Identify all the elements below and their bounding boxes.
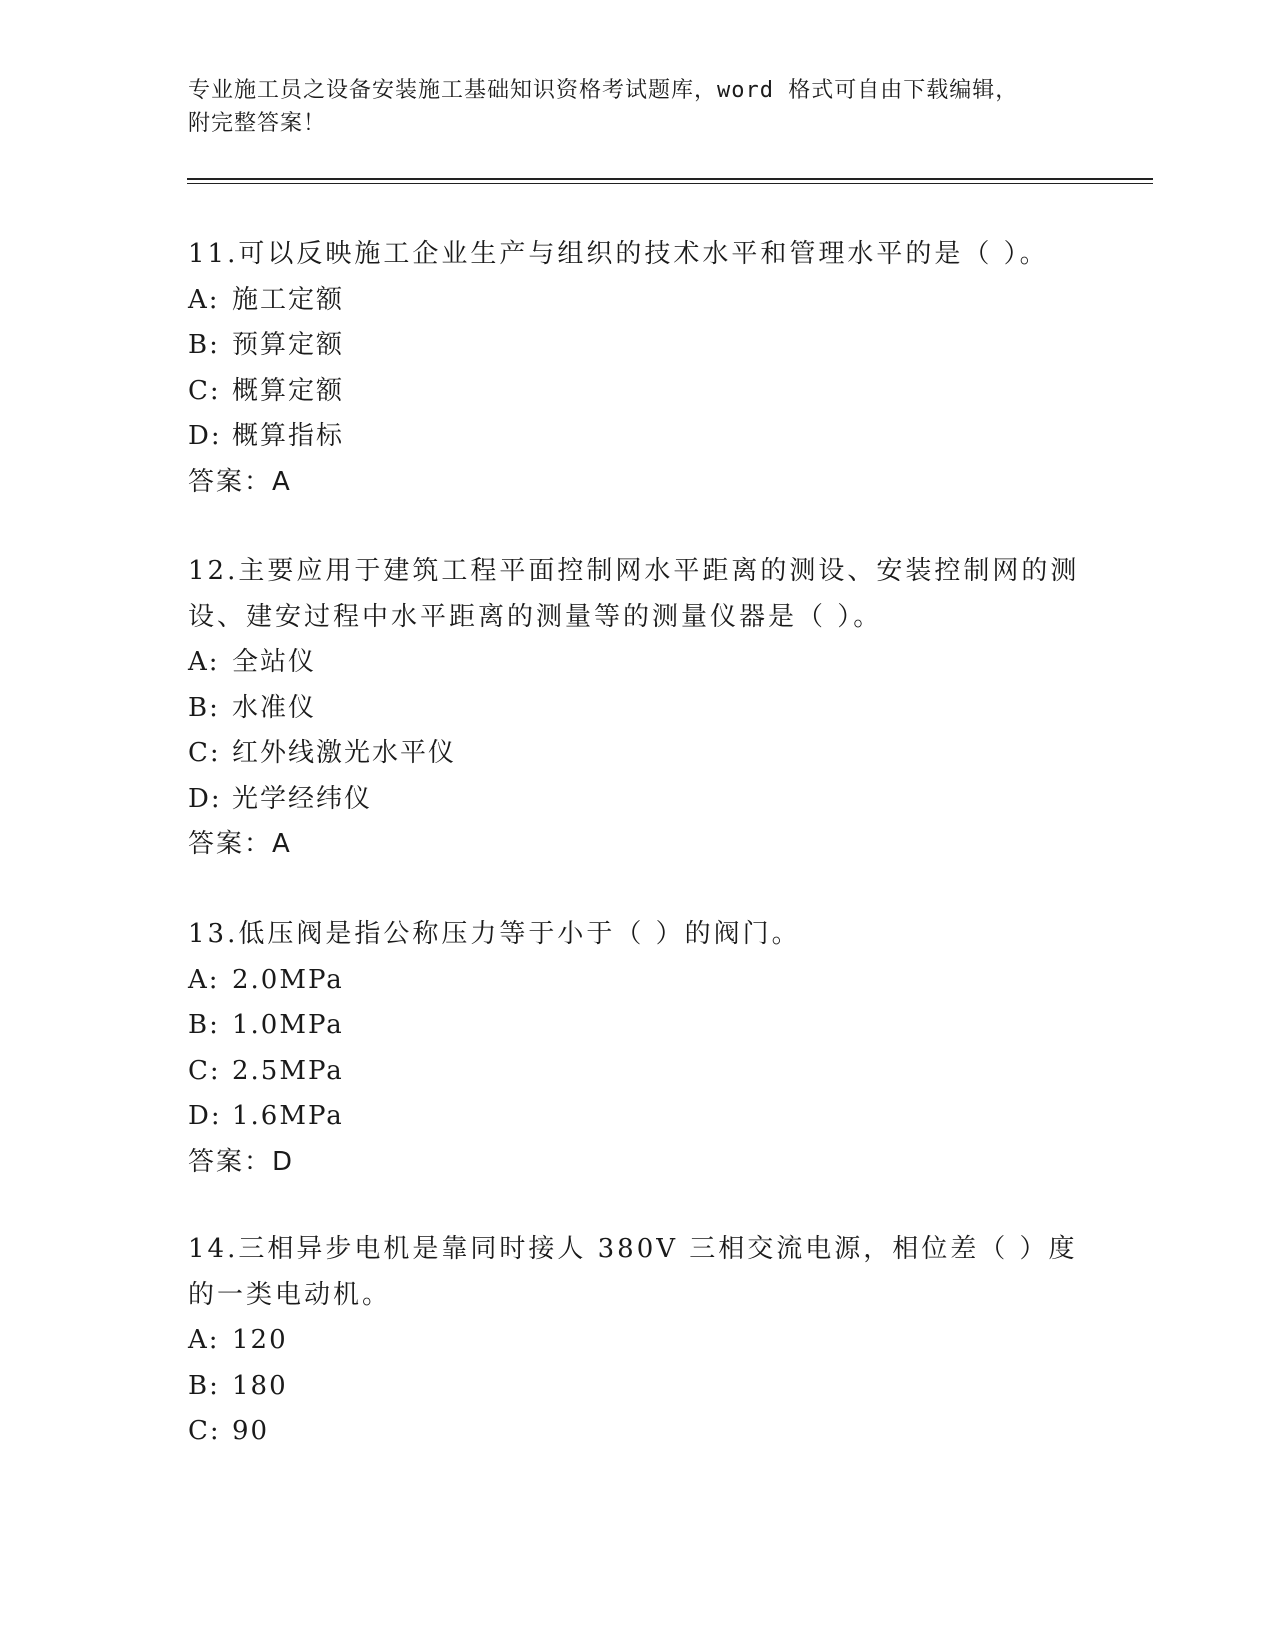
- option-text: 光学经纬仪: [232, 783, 373, 814]
- header-divider-bottom: [187, 183, 1153, 184]
- answer: 答案：A: [188, 829, 292, 859]
- option-d: [188, 777, 1088, 823]
- option-c: [188, 731, 1088, 777]
- question-11: [188, 232, 1088, 505]
- question-13: [188, 912, 1088, 1185]
- option-letter: C:: [188, 1416, 221, 1446]
- option-letter: C:: [188, 375, 221, 406]
- header-line-2: 附完整答案！: [188, 111, 327, 136]
- option-letter: A:: [188, 284, 220, 315]
- option-letter: C:: [188, 1055, 221, 1086]
- option-letter: D:: [188, 1101, 222, 1131]
- question-stem: 12.主要应用于建筑工程平面控制网水平距离的测设、安装控制网的测设、建安过程中水平距离的测量等的测量仪器是（ ）。: [188, 556, 1080, 632]
- option-letter: D:: [188, 421, 222, 451]
- question-stem: 11.可以反映施工企业生产与组织的技术水平和管理水平的是（ ）。: [188, 239, 1049, 269]
- option-letter: A:: [188, 1325, 220, 1355]
- option-a: [188, 1318, 1088, 1364]
- answer: 答案：D: [188, 1146, 295, 1177]
- question-14: [188, 1227, 1088, 1455]
- option-b: [188, 686, 1088, 732]
- option-letter: B:: [188, 1010, 220, 1040]
- option-letter: B:: [188, 1370, 220, 1401]
- option-a: [188, 958, 1088, 1004]
- answer: 答案：A: [188, 466, 292, 497]
- option-a: [188, 640, 1088, 686]
- question-stem: 13.低压阀是指公称压力等于小于（ ）的阀门。: [188, 919, 801, 949]
- option-text: 预算定额: [232, 330, 345, 360]
- option-text: 全站仪: [232, 647, 317, 677]
- option-text: 1.0MPa: [232, 1010, 344, 1040]
- option-text: 水准仪: [232, 692, 317, 723]
- option-b: [188, 1003, 1088, 1049]
- header-divider-top: [187, 178, 1153, 180]
- option-text: 1.6MPa: [232, 1101, 344, 1131]
- option-b: [188, 323, 1088, 369]
- option-d: [188, 1094, 1088, 1140]
- document-header: [188, 74, 1088, 140]
- option-letter: D:: [188, 783, 222, 814]
- option-text: 施工定额: [232, 284, 345, 315]
- option-b: [188, 1364, 1088, 1410]
- option-letter: C:: [188, 738, 221, 768]
- question-stem: 14.三相异步电机是靠同时接人 380V 三相交流电源，相位差（ ）度的一类电动机。: [188, 1234, 1078, 1310]
- option-c: [188, 1049, 1088, 1095]
- option-text: 2.5MPa: [232, 1055, 344, 1086]
- header-line-1: 专业施工员之设备安装施工基础知识资格考试题库，word 格式可自由下载编辑，: [188, 78, 1019, 103]
- option-letter: B:: [188, 692, 220, 723]
- option-c: [188, 369, 1088, 415]
- option-c: [188, 1409, 1088, 1455]
- option-text: 90: [232, 1416, 270, 1446]
- option-letter: A:: [188, 964, 220, 995]
- option-letter: B:: [188, 330, 220, 360]
- option-a: [188, 278, 1088, 324]
- option-text: 2.0MPa: [232, 964, 344, 995]
- option-text: 概算定额: [232, 375, 345, 406]
- option-text: 180: [232, 1370, 288, 1401]
- option-text: 概算指标: [232, 421, 345, 451]
- question-12: [188, 549, 1088, 868]
- option-text: 120: [232, 1325, 288, 1355]
- option-d: [188, 414, 1088, 460]
- option-text: 红外线激光水平仪: [232, 738, 457, 768]
- option-letter: A:: [188, 647, 220, 677]
